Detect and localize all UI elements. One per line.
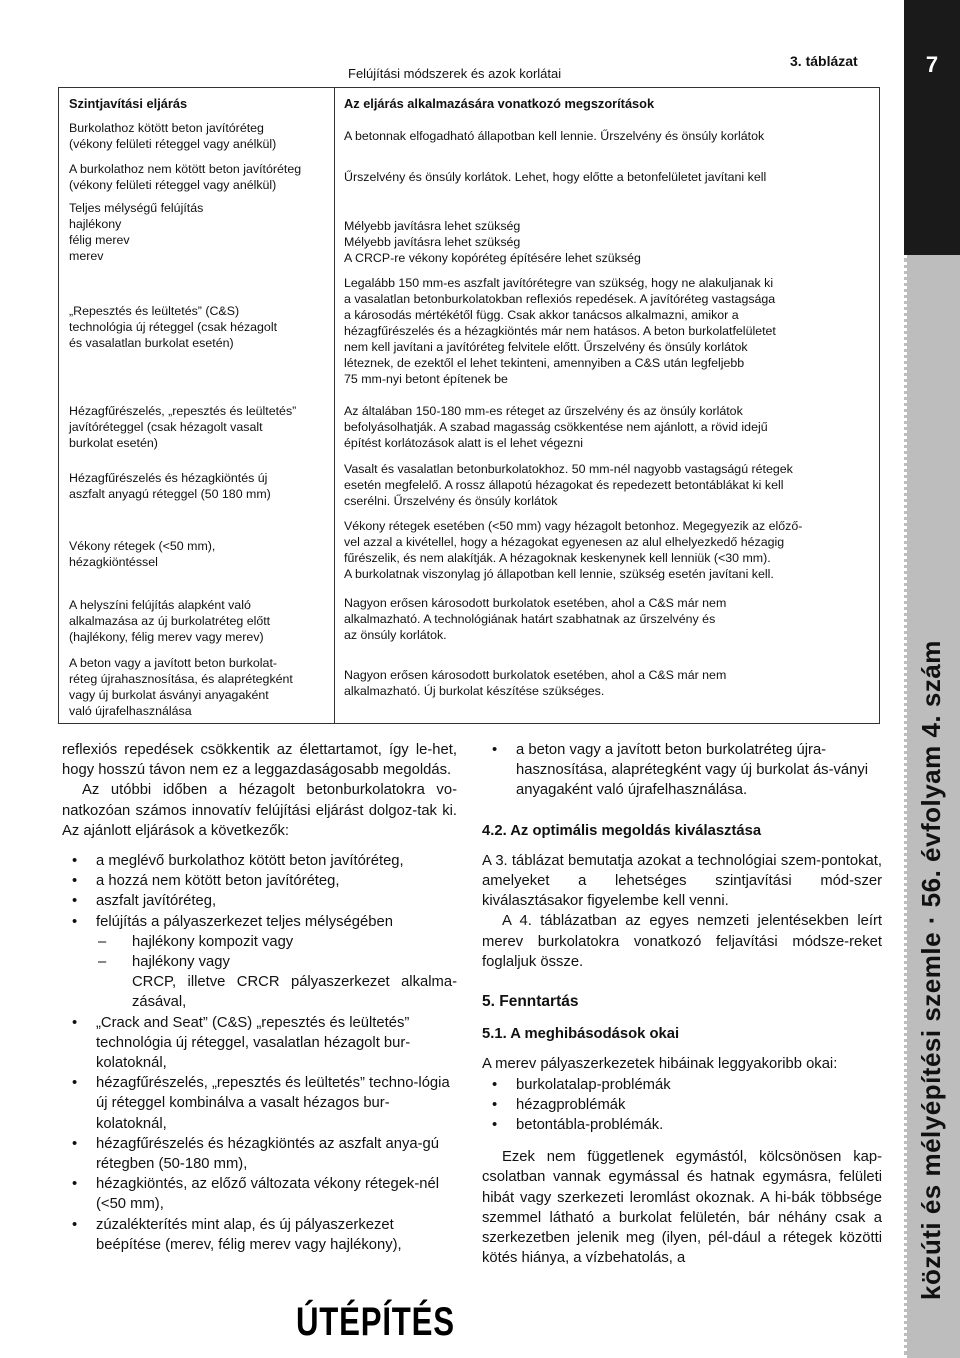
left-cell: Burkolathoz kötött beton javítóréteg (vékony felületi réteggel vagy anélkül) [69, 121, 277, 151]
left-cell: Teljes mélységű felújítás hajlékony félig merev merev [69, 201, 204, 263]
list-item: • burkolatalap-problémák [482, 1075, 882, 1095]
left-cell: „Repesztés és leültetés” (C&S) technológia új réteggel (csak hézagolt és vasalatlan burkolat esetén) [69, 304, 278, 350]
list-item: – hajlékony vagy [98, 952, 457, 972]
list-item: • „Crack and Seat” (C&S) „repesztés és leültetés” technológia új réteggel, vasalatlan hézagolt bur-kolatoknál, [62, 1013, 457, 1074]
list-item: • aszfalt javítóréteg, [62, 891, 457, 911]
list-item: • zúzalékterítés mint alap, és új pályaszerkezet beépítése (merev, félig merev vagy hajlékony), [62, 1215, 457, 1255]
journal-title: közúti és mélyépítési szemle · 56. évfolyam 4. szám [916, 640, 946, 1300]
left-cell: Vékony rétegek (<50 mm), hézagkiöntéssel [69, 539, 216, 569]
list-item: • hézagfűrészelés és hézagkiöntés az aszfalt anya-gú rétegben (50-180 mm), [62, 1134, 457, 1174]
bullet-list [62, 1013, 457, 1255]
paragraph: Ezek nem függetlenek egymástól, kölcsönösen kap-csolatban vannak egymással és hatnak egymásra, felületi hibát vagy szerkezeti leromlást okoznak. A hi-bák többsége szemmel látható a burkolat felületén, bár néhány csak a szerkezetben jelenik meg (ilyen, pél-dául a rétegek közötti kötés hiánya, a vízbehatolás, a [482, 1149, 882, 1267]
left-cell: A helyszíni felújítás alapként való alkalmazása az új burkolatréteg előtt (hajlékony, félig merev vagy merev) [69, 598, 271, 644]
list-item: • felújítás a pályaszerkezet teljes mélységében [62, 912, 457, 932]
list-item: • a beton vagy a javított beton burkolatréteg újra-hasznosítása, alaprétegként vagy új burkolat ás-ványi anyagaként való újrafelhasználása. [482, 740, 882, 801]
left-cell: Hézagfűrészelés és hézagkiöntés új aszfalt anyagú réteggel (50 180 mm) [69, 471, 271, 501]
list-item: – hajlékony kompozit vagy [98, 932, 457, 952]
right-cell: Mélyebb javításra lehet szükség Mélyebb javításra lehet szükség A CRCP-re vékony kopóréteg építésére lehet szükség [344, 219, 641, 265]
list-item: • hézagkiöntés, az előző változata vékony rétegek-nél (<50 mm), [62, 1174, 457, 1214]
right-cell: Az általában 150-180 mm-es réteget az űrszelvény és az önsúly korlátok befolyásolhatják. A szabad magasság csökkentése nem ajánlott, a rövid idejű építést korlátozások alatt is el lehet végezni [344, 404, 768, 450]
right-header: Az eljárás alkalmazására vonatkozó megszorítások [344, 96, 655, 111]
table-number: 3. táblázat [790, 53, 858, 69]
left-header: Szintjavítási eljárás [69, 96, 188, 111]
paragraph: CRCP, illetve CRCR pályaszerkezet alkalma-zásával, [132, 974, 457, 1011]
list-item: • a meglévő burkolathoz kötött beton javítóréteg, [62, 851, 457, 871]
section-title-footer: ÚTÉPÍTÉS [296, 1300, 455, 1344]
section-heading: 5. Fenntartás [482, 993, 579, 1011]
right-cell: Legalább 150 mm-es aszfalt javítórétegre van szükség, hogy ne alakuljanak ki a vasalatlan betonburkolatokban reflexiós repedések. A javítóréteg vastagsága a károsodás mértékétől függ. Csak akkor tanácsos alkalmazni, amikor a hézagfűrészelés és a hézagkiöntés már nem hatásos. A beton burkolatfelületet nem kell javítani a javítóréteg felvitele előtt. Űrszelvény és önsúly korlátok léteznek, de ezektől el lehet tekinteni, amennyiben a C&S után legfeljebb 75 mm-nyi betont építenek be [344, 276, 776, 386]
bullet-list [482, 740, 882, 801]
paragraph: A 3. táblázat bemutatja azokat a technológiai szem-pontokat, amelyeket a lehetséges szintjavítási mód-szer kiválasztásakor figyelembe kell venni. [482, 852, 882, 910]
bullet-list [482, 1075, 882, 1136]
list-item: • betontábla-problémák. [482, 1115, 882, 1135]
right-cell: Nagyon erősen károsodott burkolatok esetében, ahol a C&S már nem alkalmazható. Új burkolat készítése szükséges. [344, 668, 727, 698]
bullet-list [62, 851, 457, 932]
methods-table [58, 87, 880, 724]
left-cell: A burkolathoz nem kötött beton javítóréteg (vékony felületi réteggel vagy anélkül) [69, 162, 302, 192]
table-divider [334, 88, 335, 723]
left-cell: A beton vagy a javított beton burkolat- réteg újrahasznosítása, és alaprétegként vagy új burkolat ásványi anyagaként való újrafelhasználása [69, 656, 293, 718]
right-cell: Nagyon erősen károsodott burkolatok esetében, ahol a C&S már nem alkalmazható. A technológiának határt szabhatnak az űrszelvény és az önsúly korlátok. [344, 596, 727, 642]
list-item: • hézagfűrészelés, „repesztés és leültetés” techno-lógia új réteggel kombinálva a vasalt hézagos bur-kolatoknál, [62, 1073, 457, 1134]
right-cell: Vasalt és vasalatlan betonburkolatokhoz. 50 mm-nél nagyobb vastagságú rétegek esetén megfelelő. A rossz állapotú hézagokat és repedezett betontáblákat ki kell cserélni. Űrszelvény és önsúly korlátok [344, 462, 793, 508]
paragraph: Az utóbbi időben a hézagolt betonburkolatokra vo-natkozóan számos innovatív felújítási eljárást dolgoz-tak ki. Az ajánlott eljárások a következők: [62, 782, 457, 839]
page-number: 7 [904, 0, 960, 255]
section-heading: 5.1. A meghibásodások okai [482, 1026, 680, 1043]
section-heading: 4.2. Az optimális megoldás kiválasztása [482, 822, 762, 839]
body-column-right [482, 740, 882, 1268]
paragraph: A 4. táblázatban az egyes nemzeti jelentésekben leírt merev burkolatokra vonatkozó feljavítási módsze-reket foglaljuk össze. [482, 913, 882, 970]
list-item: • hézagproblémák [482, 1095, 882, 1115]
body-column-left [62, 740, 457, 1255]
right-cell: Vékony rétegek esetében (<50 mm) vagy hézagolt betonhoz. Megegyezik az előző- vel azzal a kivétellel, hogy a hézagokat egyenesen az alul elhelyezkedő hézagig fűrészelik, és nem alakítják. A hézagoknak keskenynek kell lenniük (<30 mm). A burkolatnak viszonylag jó állapotban kell lennie, szükség esetén javítani kell. [344, 519, 803, 581]
paragraph: A merev pályaszerkezetek hibáinak leggyakoribb okai: [482, 1056, 838, 1073]
dash-list [98, 932, 457, 972]
right-cell: Űrszelvény és önsúly korlátok. Lehet, hogy előtte a betonfelületet javítani kell [344, 170, 767, 184]
left-cell: Hézagfűrészelés, „repesztés és leültetés” javítóréteggel (csak hézagolt vasalt burkolat esetén) [69, 404, 297, 450]
paragraph: reflexiós repedések csökkentik az élettartamot, így le-het, hogy hosszú távon nem ez a leggazdaságosabb megoldás. [62, 742, 457, 779]
right-cell: A betonnak elfogadható állapotban kell lennie. Űrszelvény és önsúly korlátok [344, 129, 765, 143]
list-item: • a hozzá nem kötött beton javítóréteg, [62, 871, 457, 891]
table-caption: Felújítási módszerek és azok korlátai [348, 66, 562, 81]
